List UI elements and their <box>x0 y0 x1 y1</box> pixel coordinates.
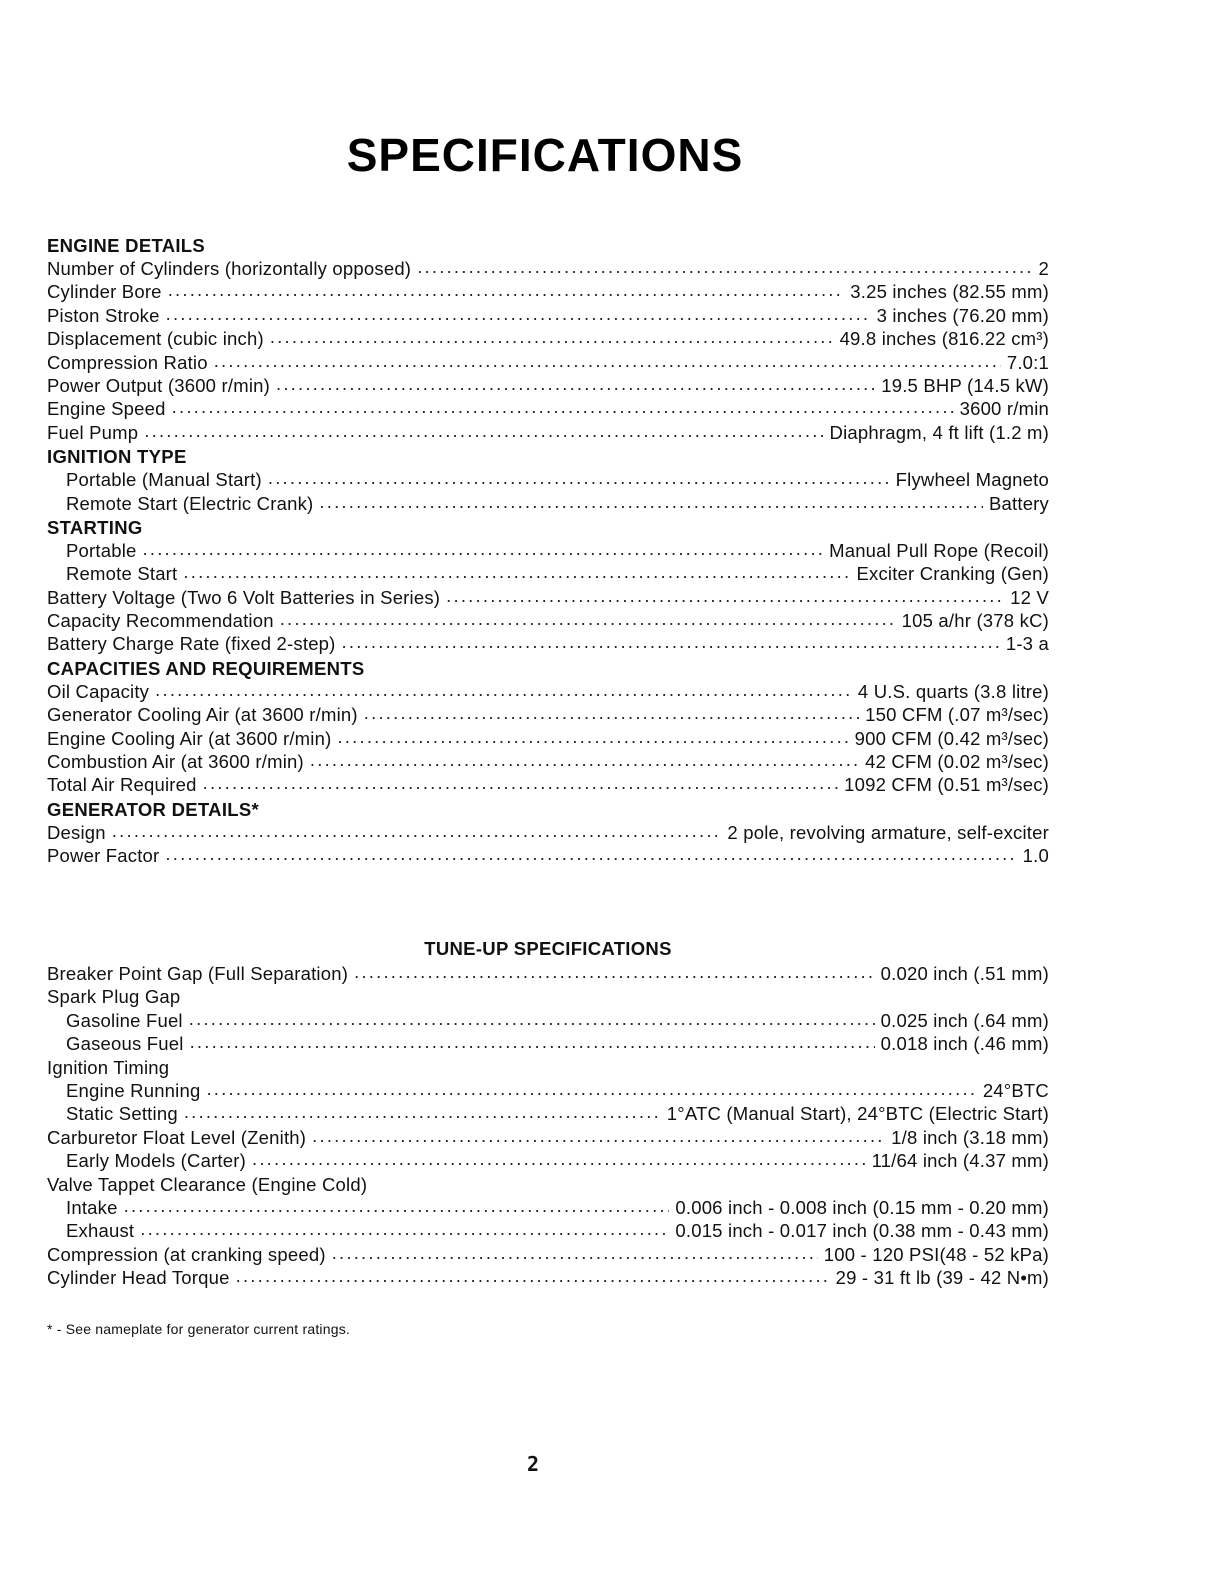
dot-leader <box>236 1266 830 1287</box>
spec-value: Diaphragm, 4 ft lift (1.2 m) <box>829 421 1049 443</box>
spec-row <box>47 539 1049 562</box>
spec-row <box>47 586 1049 609</box>
spec-label: Static Setting <box>66 1103 178 1125</box>
dot-leader <box>190 1032 875 1053</box>
spec-row <box>47 1219 1049 1242</box>
dot-leader <box>312 1126 885 1147</box>
page-title: SPECIFICATIONS <box>346 129 744 181</box>
section-heading-capacities: CAPACITIES AND REQUIREMENTS <box>47 657 365 679</box>
tune-up-block <box>47 936 1049 1289</box>
spec-label: Portable <box>66 539 137 561</box>
spec-label: Engine Running <box>66 1079 201 1101</box>
spec-value: 0.006 inch - 0.008 inch (0.15 mm - 0.20 mm) <box>675 1196 1049 1218</box>
spec-label: Gasoline Fuel <box>66 1009 183 1031</box>
spec-value: 7.0:1 <box>1006 351 1049 373</box>
spec-label: Total Air Required <box>47 774 197 796</box>
spec-value: 1/8 inch (3.18 mm) <box>891 1126 1049 1148</box>
spec-value: 4 U.S. quarts (3.8 litre) <box>857 680 1049 702</box>
dot-leader <box>155 680 852 701</box>
spec-value: 0.018 inch (.46 mm) <box>880 1033 1049 1055</box>
spec-row <box>47 703 1049 726</box>
subheading-valve-tappet-clearance: Valve Tappet Clearance (Engine Cold) <box>47 1173 368 1195</box>
spec-label: Combustion Air (at 3600 r/min) <box>47 751 304 773</box>
spec-row <box>47 680 1049 703</box>
dot-leader <box>168 280 845 301</box>
dot-leader <box>183 562 850 583</box>
spec-row <box>47 1196 1049 1219</box>
dot-leader <box>112 821 722 842</box>
dot-leader <box>319 492 983 513</box>
spec-row <box>47 1102 1049 1125</box>
spec-row <box>47 844 1049 867</box>
spec-label: Capacity Recommendation <box>47 610 274 632</box>
spec-value: 1.0 <box>1022 845 1049 867</box>
spec-label: Exhaust <box>66 1220 135 1242</box>
spec-value: 19.5 BHP (14.5 kW) <box>881 374 1049 396</box>
spec-value: 11/64 inch (4.37 mm) <box>871 1150 1049 1172</box>
spec-value: 1-3 a <box>1005 633 1049 655</box>
spec-label: Early Models (Carter) <box>66 1150 246 1172</box>
dot-leader <box>140 1219 669 1240</box>
spec-label: Remote Start (Electric Crank) <box>66 492 314 514</box>
spec-row <box>47 468 1049 491</box>
dot-leader <box>172 397 954 418</box>
spec-label: Piston Stroke <box>47 304 160 326</box>
specifications-block <box>47 233 1049 868</box>
spec-label: Engine Cooling Air (at 3600 r/min) <box>47 727 332 749</box>
spec-row <box>47 609 1049 632</box>
spec-value: Flywheel Magneto <box>895 469 1049 491</box>
spec-row <box>47 397 1049 420</box>
spec-label: Fuel Pump <box>47 421 139 443</box>
spec-label: Compression (at cranking speed) <box>47 1243 326 1265</box>
spec-value: Manual Pull Rope (Recoil) <box>829 539 1049 561</box>
spec-value: 900 CFM (0.42 m³/sec) <box>854 727 1049 749</box>
spec-row <box>47 1079 1049 1102</box>
spec-label: Portable (Manual Start) <box>66 469 262 491</box>
spec-value: 24°BTC <box>982 1079 1049 1101</box>
spec-row <box>47 1032 1049 1055</box>
dot-leader <box>268 468 890 489</box>
dot-leader <box>446 586 1004 607</box>
page-number: 2 <box>527 1452 540 1476</box>
spec-row <box>47 257 1049 280</box>
spec-row <box>47 374 1049 397</box>
spec-row <box>47 1126 1049 1149</box>
spec-label: Remote Start <box>66 563 178 585</box>
dot-leader <box>189 1009 875 1030</box>
spec-row <box>47 492 1049 515</box>
dot-leader <box>165 844 1016 865</box>
spec-value: Exciter Cranking (Gen) <box>856 563 1049 585</box>
spec-row <box>47 1009 1049 1032</box>
spec-row <box>47 821 1049 844</box>
spec-row <box>47 304 1049 327</box>
dot-leader <box>332 1243 818 1264</box>
spec-row <box>47 351 1049 374</box>
spec-label: Carburetor Float Level (Zenith) <box>47 1126 307 1148</box>
dot-leader <box>417 257 1032 278</box>
spec-row <box>47 421 1049 444</box>
spec-label: Number of Cylinders (horizontally opposed) <box>47 258 412 279</box>
spec-value: 100 - 120 PSI(48 - 52 kPa) <box>823 1243 1049 1265</box>
dot-leader <box>184 1102 661 1123</box>
spec-label: Generator Cooling Air (at 3600 r/min) <box>47 704 358 726</box>
dot-leader <box>270 327 834 348</box>
dot-leader <box>252 1149 866 1170</box>
spec-value: Battery <box>988 492 1049 514</box>
spec-row <box>47 1149 1049 1172</box>
spec-value: 12 V <box>1010 586 1049 608</box>
section-heading-generator-details: GENERATOR DETAILS* <box>47 798 259 820</box>
spec-label: Battery Voltage (Two 6 Volt Batteries in Series) <box>47 586 441 608</box>
spec-label: Breaker Point Gap (Full Separation) <box>47 963 349 984</box>
dot-leader <box>143 539 824 560</box>
spec-value: 49.8 inches (816.22 cm³) <box>839 328 1049 350</box>
spec-label: Power Factor <box>47 845 160 867</box>
dot-leader <box>124 1196 670 1217</box>
spec-row <box>47 1266 1049 1289</box>
spec-value: 1°ATC (Manual Start), 24°BTC (Electric Start) <box>666 1103 1049 1125</box>
spec-label: Cylinder Bore <box>47 281 162 303</box>
dot-leader <box>203 773 839 794</box>
spec-label: Design <box>47 821 106 843</box>
spec-value: 105 a/hr (378 kC) <box>901 610 1049 632</box>
dot-leader <box>276 374 875 395</box>
subheading-ignition-timing: Ignition Timing <box>47 1056 170 1078</box>
spec-row <box>47 280 1049 303</box>
spec-label: Gaseous Fuel <box>66 1033 184 1055</box>
dot-leader <box>354 962 875 983</box>
spec-value: 0.025 inch (.64 mm) <box>880 1009 1049 1031</box>
spec-value: 2 <box>1038 258 1049 279</box>
spec-row <box>47 727 1049 750</box>
dot-leader <box>166 304 871 325</box>
spec-value: 3.25 inches (82.55 mm) <box>850 281 1049 303</box>
spec-row <box>47 1243 1049 1266</box>
spec-value: 150 CFM (.07 m³/sec) <box>865 704 1049 726</box>
spec-label: Oil Capacity <box>47 680 150 702</box>
spec-label: Power Output (3600 r/min) <box>47 374 270 396</box>
spec-value: 2 pole, revolving armature, self-exciter <box>727 821 1049 843</box>
dot-leader <box>342 632 1000 653</box>
spec-row <box>47 750 1049 773</box>
subheading-spark-plug-gap: Spark Plug Gap <box>47 986 181 1008</box>
spec-value: 1092 CFM (0.51 m³/sec) <box>844 774 1049 796</box>
dot-leader <box>144 421 823 442</box>
section-heading-starting: STARTING <box>47 516 143 538</box>
spec-row <box>47 327 1049 350</box>
tune-up-heading: TUNE-UP SPECIFICATIONS <box>424 938 672 959</box>
spec-label: Cylinder Head Torque <box>47 1267 230 1289</box>
spec-row <box>47 562 1049 585</box>
spec-value: 0.015 inch - 0.017 inch (0.38 mm - 0.43 mm) <box>675 1220 1049 1242</box>
spec-label: Compression Ratio <box>47 351 208 373</box>
spec-row <box>47 632 1049 655</box>
section-heading-engine-details: ENGINE DETAILS <box>47 235 206 256</box>
section-heading-ignition-type: IGNITION TYPE <box>47 446 187 468</box>
dot-leader <box>364 703 859 724</box>
spec-row <box>47 962 1049 985</box>
dot-leader <box>206 1079 976 1100</box>
footnote: * - See nameplate for generator current ratings. <box>47 1321 350 1337</box>
dot-leader <box>337 727 848 748</box>
spec-value: 3600 r/min <box>959 398 1049 420</box>
spec-label: Displacement (cubic inch) <box>47 328 264 350</box>
spec-row <box>47 773 1049 796</box>
spec-value: 42 CFM (0.02 m³/sec) <box>865 751 1049 773</box>
dot-leader <box>310 750 859 771</box>
spec-value: 3 inches (76.20 mm) <box>876 304 1049 326</box>
spec-label: Engine Speed <box>47 398 166 420</box>
spec-label: Battery Charge Rate (fixed 2-step) <box>47 633 336 655</box>
spec-value: 29 - 31 ft lb (39 - 42 N•m) <box>835 1267 1049 1289</box>
spec-label: Intake <box>66 1196 118 1218</box>
dot-leader <box>214 351 1001 372</box>
dot-leader <box>280 609 896 630</box>
spec-value: 0.020 inch (.51 mm) <box>880 963 1049 984</box>
